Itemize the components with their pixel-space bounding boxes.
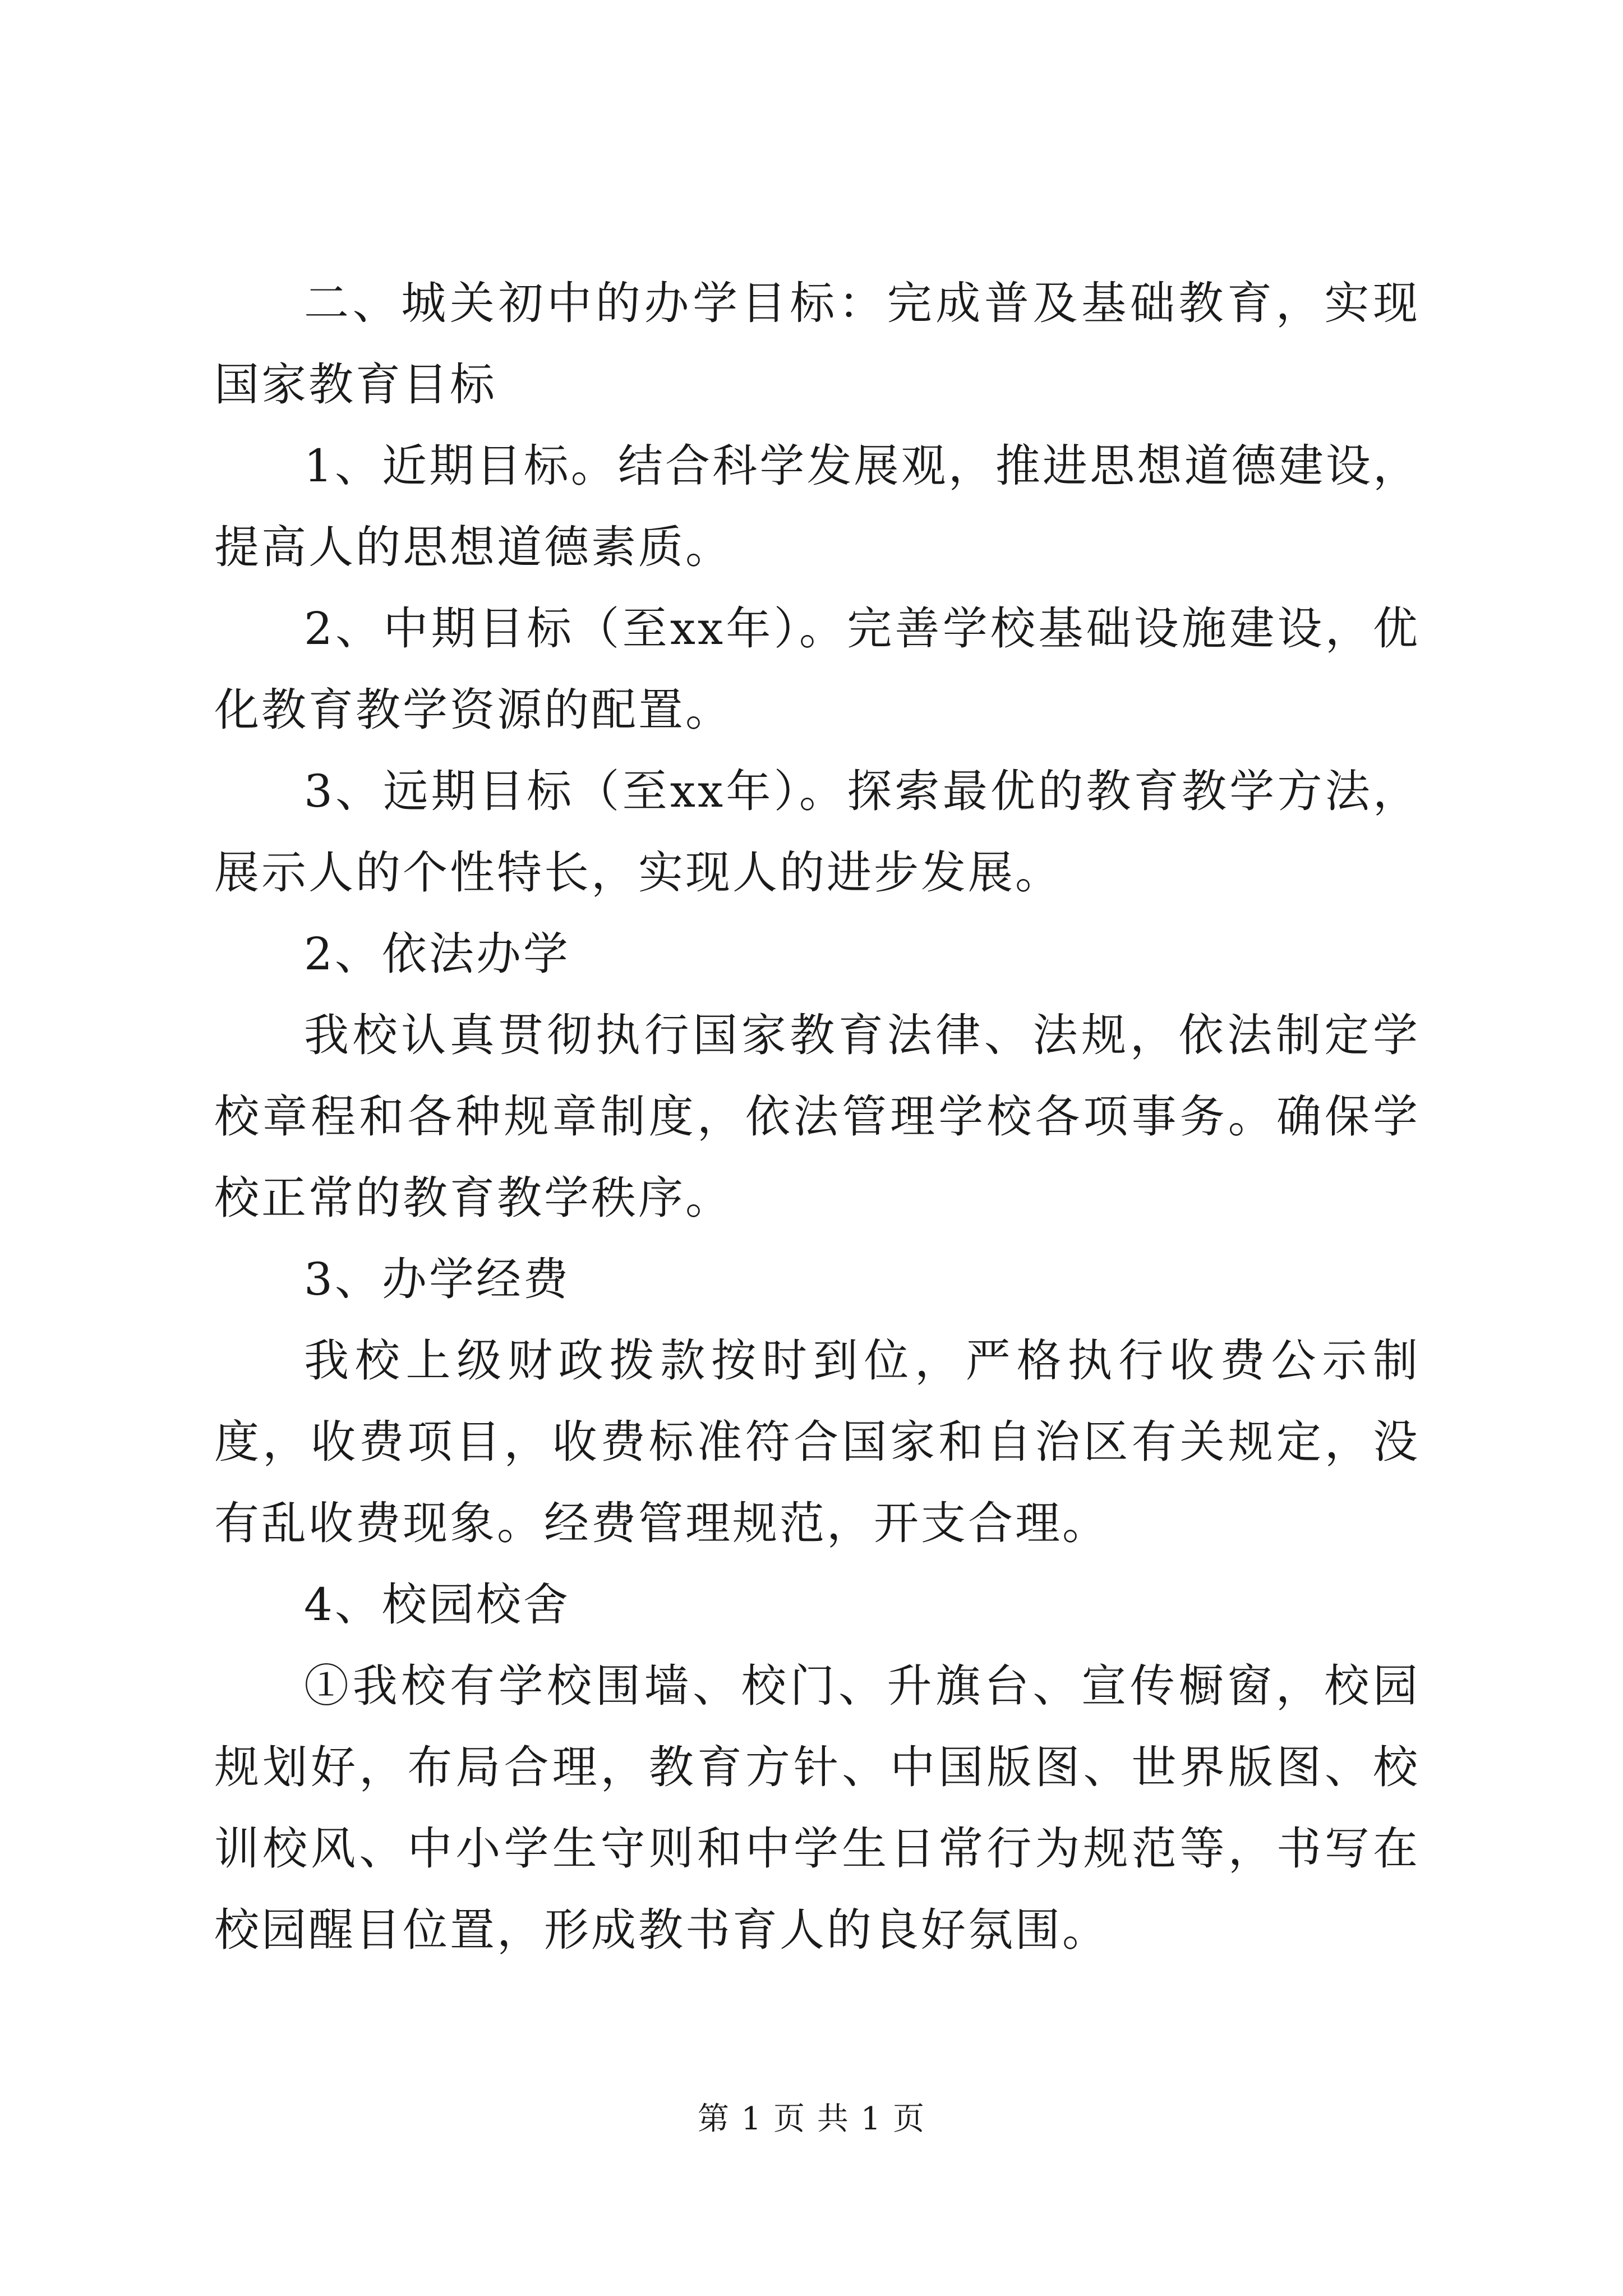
paragraph-mid-term-goal: 2、中期目标（至xx年）。完善学校基础设施建设，优化教育教学资源的配置。 [214,602,1420,736]
heading-school-funding: 3、办学经费 [304,1253,570,1305]
document-body [214,263,1420,1971]
heading-campus-buildings: 4、校园校舍 [304,1579,570,1631]
paragraph-lawful-operation: 我校认真贯彻执行国家教育法律、法规，依法制定学校章程和各种规章制度，依法管理学校各项事务。确保学校正常的教育教学秩序。 [214,1009,1420,1224]
heading-lawful-operation: 2、依法办学 [304,928,570,980]
paragraph-school-funding: 我校上级财政拨款按时到位，严格执行收费公示制度，收费项目，收费标准符合国家和自治区有关规定，没有乱收费现象。经费管理规范，开支合理。 [214,1335,1420,1549]
paragraph-long-term-goal: 3、远期目标（至xx年）。探索最优的教育教学方法，展示人的个性特长，实现人的进步发展。 [214,765,1420,899]
paragraph-campus-buildings: ①我校有学校围墙、校门、升旗台、宣传橱窗，校园规划好，布局合理，教育方针、中国版图、世界版图、校训校风、中小学生守则和中学生日常行为规范等，书写在校园醒目位置，形成教书育人的良好氛围。 [214,1660,1420,1956]
paragraph-short-term-goal: 1、近期目标。结合科学发展观，推进思想道德建设，提高人的思想道德素质。 [214,440,1420,573]
paragraph-school-goals-heading: 二、城关初中的办学目标：完成普及基础教育，实现国家教育目标 [214,277,1420,411]
page-number-footer: 第 1 页 共 1 页 [697,2101,926,2137]
